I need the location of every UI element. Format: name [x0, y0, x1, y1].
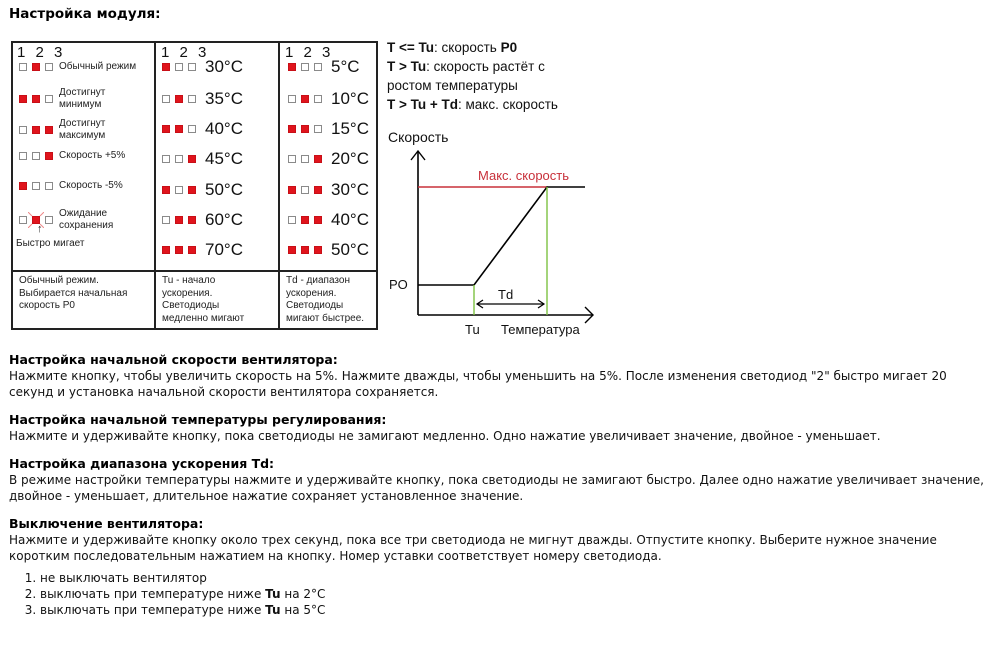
- led-on-icon: [301, 95, 309, 103]
- led-on-icon: [32, 126, 40, 134]
- led-on-icon: [314, 246, 322, 254]
- led-on-icon: [301, 125, 309, 133]
- led-on-icon: [188, 216, 196, 224]
- y-axis-label: Скорость: [388, 129, 449, 145]
- led-on-icon: [175, 95, 183, 103]
- led-off-icon: [301, 186, 309, 194]
- led-on-icon: [175, 246, 183, 254]
- tu-row-label: 40°C: [205, 119, 243, 138]
- led-on-icon: [288, 125, 296, 133]
- td-row: [288, 210, 369, 230]
- td-row-label: 40°C: [331, 210, 369, 229]
- tu-row: [162, 57, 243, 77]
- td-row: [288, 149, 369, 169]
- led-off-icon: [301, 155, 309, 163]
- led-number-header: 1 2 3: [161, 44, 210, 61]
- section-body: Нажмите и удерживайте кнопку около трех секунд, пока все три светодиода не мигнут дважды. Отпустите кнопку. Выберите нужное значение коротким последовательным нажатием на кнопку. Номер уставки соответствует номеру светодиода.: [9, 533, 937, 563]
- mode-row-label: Достигнут минимум: [59, 87, 106, 110]
- max-speed-label: Макс. скорость: [478, 168, 570, 183]
- led-on-icon: [288, 246, 296, 254]
- fast-blink-note: Быстро мигает: [16, 238, 85, 249]
- mode-row: [19, 61, 136, 73]
- td-row: [288, 180, 369, 200]
- footer-normal-mode: Обычный режим. Выбирается начальная скорость P0: [13, 270, 156, 328]
- section-body: Нажмите кнопку, чтобы увеличить скорость на 5%. Нажмите дважды, чтобы уменьшить на 5%. После изменения светодиод "2" быстро мигает 20 секунд и установка начальной скорости вентилятора сохраняется.: [9, 369, 947, 399]
- section-heading: Выключение вентилятора:: [9, 516, 204, 531]
- led-on-icon: [175, 125, 183, 133]
- led-on-icon: [162, 125, 170, 133]
- led-off-icon: [19, 152, 27, 160]
- list-item: 3. выключать при температуре ниже Tu на 5°C: [40, 602, 989, 618]
- tu-row-label: 45°C: [205, 149, 243, 168]
- rule-line: ростом температуры: [387, 78, 518, 93]
- led-off-icon: [32, 152, 40, 160]
- led-off-icon: [19, 216, 27, 224]
- rule-line: T > Tu: скорость растёт с: [387, 59, 545, 74]
- tu-row: [162, 210, 243, 230]
- led-off-icon: [188, 63, 196, 71]
- td-row-label: 30°C: [331, 180, 369, 199]
- tu-row: [162, 240, 243, 260]
- td-row: [288, 89, 369, 109]
- tu-label: Tu: [465, 322, 480, 337]
- instructions: [9, 352, 989, 618]
- mode-row-label: Скорость +5%: [59, 150, 126, 161]
- section-initial-temperature: [9, 412, 989, 444]
- section-fan-off: [9, 516, 989, 618]
- page-title: Настройка модуля:: [9, 6, 161, 22]
- led-on-icon: [301, 246, 309, 254]
- td-row-label: 10°C: [331, 89, 369, 108]
- td-row-label: 15°C: [331, 119, 369, 138]
- led-off-icon: [188, 95, 196, 103]
- section-initial-speed: [9, 352, 989, 400]
- led-off-icon: [188, 125, 196, 133]
- list-item: 2. выключать при температуре ниже Tu на 2°C: [40, 586, 989, 602]
- td-row-label: 20°C: [331, 149, 369, 168]
- led-off-icon: [45, 182, 53, 190]
- mode-row: [19, 150, 125, 162]
- led-on-icon: [162, 246, 170, 254]
- footer-td: Td - диапазон ускорения. Светодиоды мигают быстрее.: [280, 270, 378, 328]
- led-off-icon: [45, 95, 53, 103]
- arrow-up-icon: ↑: [37, 223, 43, 235]
- led-on-icon: [162, 63, 170, 71]
- led-number-header: 1 2 3: [285, 44, 334, 61]
- led-off-icon: [314, 125, 322, 133]
- led-off-icon: [314, 63, 322, 71]
- led-on-icon: [32, 95, 40, 103]
- footer-tu: Tu - начало ускорения. Светодиоды медленно мигают: [156, 270, 280, 328]
- led-off-icon: [162, 95, 170, 103]
- led-on-icon: [32, 63, 40, 71]
- rule-line: T <= Tu: скорость P0: [387, 40, 518, 55]
- led-on-icon: [301, 216, 309, 224]
- led-on-icon: [162, 186, 170, 194]
- mode-row-label: Скорость -5%: [59, 180, 123, 191]
- led-off-icon: [19, 63, 27, 71]
- led-off-icon: [175, 63, 183, 71]
- section-heading: Настройка начальной температуры регулирования:: [9, 412, 387, 427]
- led-on-icon: [45, 152, 53, 160]
- list-item: 1. не выключать вентилятор: [40, 570, 989, 586]
- led-off-icon: [301, 63, 309, 71]
- led-on-icon: [175, 216, 183, 224]
- led-off-icon: [288, 155, 296, 163]
- td-row: [288, 57, 360, 77]
- led-off-icon: [288, 95, 296, 103]
- led-off-icon: [162, 216, 170, 224]
- p0-label: PO: [389, 277, 408, 292]
- speed-curve: [418, 187, 585, 285]
- led-off-icon: [45, 63, 53, 71]
- led-on-icon: [288, 186, 296, 194]
- led-off-icon: [19, 126, 27, 134]
- section-body: Нажмите и удерживайте кнопку, пока светодиоды не замигают медленно. Одно нажатие увеличивает значение, двойное - уменьшает.: [9, 429, 881, 443]
- led-off-icon: [45, 216, 53, 224]
- led-on-icon: [188, 246, 196, 254]
- tu-row-label: 70°C: [205, 240, 243, 259]
- tu-row: [162, 180, 243, 200]
- led-on-icon: [45, 126, 53, 134]
- modes-column: [13, 43, 156, 270]
- speed-rules: [387, 38, 558, 114]
- led-on-icon: [19, 95, 27, 103]
- led-on-icon: [314, 216, 322, 224]
- led-number-header: 1 2 3: [17, 44, 66, 61]
- tu-row: [162, 119, 243, 139]
- led-on-icon: [288, 63, 296, 71]
- td-column: [280, 43, 378, 270]
- led-on-icon: [314, 155, 322, 163]
- mode-row-label: Обычный режим: [59, 61, 137, 72]
- led-off-icon: [162, 155, 170, 163]
- td-row-label: 50°C: [331, 240, 369, 259]
- fan-off-options-list: [9, 570, 989, 618]
- mode-row-label: Достигнут максимум: [59, 118, 106, 141]
- led-settings-table: [11, 41, 378, 330]
- led-off-icon: [288, 216, 296, 224]
- tu-row: [162, 89, 243, 109]
- mode-row-label: Ожидание сохранения: [59, 208, 114, 231]
- td-row: [288, 119, 369, 139]
- mode-row: [19, 87, 105, 111]
- led-off-icon: [175, 186, 183, 194]
- tu-row-label: 30°C: [205, 57, 243, 76]
- speed-temperature-graph: [385, 120, 605, 340]
- led-off-icon: [32, 182, 40, 190]
- section-td-range: [9, 456, 989, 504]
- section-body: В режиме настройки температуры нажмите и удерживайте кнопку, пока светодиоды не замигают быстро. Далее одно нажатие увеличивает значение, двойное - уменьшает, длительное нажатие сохраняет установленное значение.: [9, 473, 984, 503]
- x-axis-label: Температура: [501, 322, 580, 337]
- tu-row-label: 50°C: [205, 180, 243, 199]
- td-row: [288, 240, 369, 260]
- led-off-icon: [175, 155, 183, 163]
- td-row-label: 5°C: [331, 57, 360, 76]
- mode-row: [19, 180, 123, 192]
- mode-row: [19, 208, 113, 232]
- led-off-icon: [314, 95, 322, 103]
- tu-row-label: 35°C: [205, 89, 243, 108]
- tu-row-label: 60°C: [205, 210, 243, 229]
- tu-column: [156, 43, 280, 270]
- led-on-icon: [19, 182, 27, 190]
- led-on-icon: [188, 186, 196, 194]
- rule-line: T > Tu + Td: макс. скорость: [387, 97, 558, 112]
- section-heading: Настройка начальной скорости вентилятора:: [9, 352, 338, 367]
- td-label: Td: [498, 287, 514, 302]
- tu-row: [162, 149, 243, 169]
- led-on-icon: [314, 186, 322, 194]
- led-on-icon: [188, 155, 196, 163]
- section-heading: Настройка диапазона ускорения Td:: [9, 456, 275, 471]
- mode-row: [19, 118, 105, 142]
